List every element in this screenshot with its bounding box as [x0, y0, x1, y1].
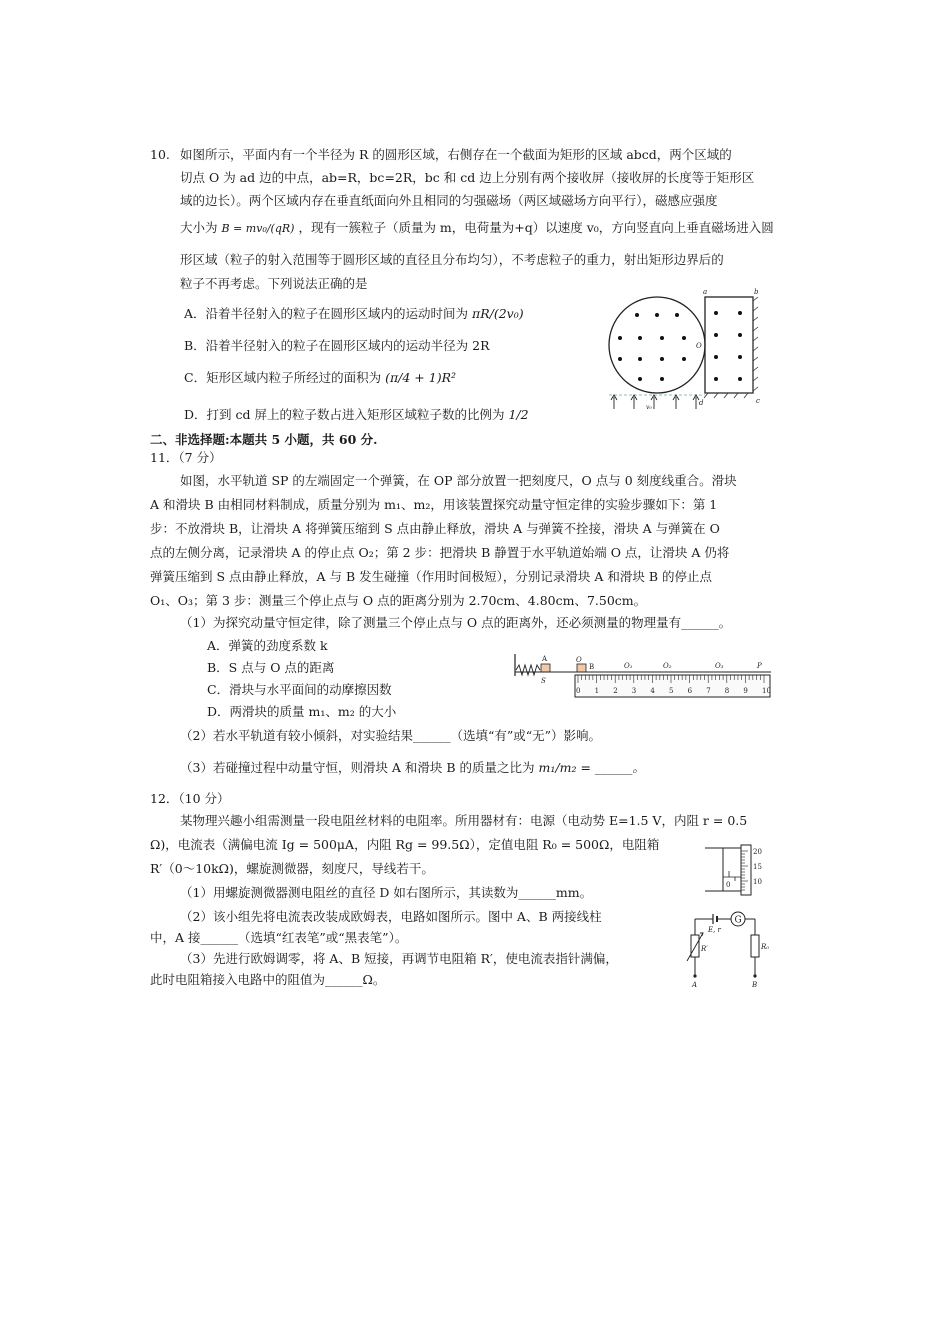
q11-figure: [513, 652, 773, 702]
q12-sub-3b: 此时电阻箱接入电路中的阻值为______Ω。: [150, 972, 386, 987]
q11-sub-3: [180, 760, 645, 776]
q11-sub-3-formula: m₁/m₂ = ______。: [538, 760, 645, 775]
q10-option-a-formula: πR/(2v₀): [472, 306, 524, 321]
resistance-box: [691, 935, 699, 957]
q10-field-formula: B = mv₀/(qR): [221, 222, 295, 235]
label-O3: O₃: [715, 662, 724, 670]
q11-line-3: 步：不放滑块 B，让滑块 A 将弹簧压缩到 S 点由静止释放，滑块 A 与弹簧不拴接，滑块 A 与弹簧在 O: [150, 521, 720, 536]
q12-header: 12．（10 分）: [150, 791, 230, 806]
label-P: P: [757, 662, 762, 670]
q10-line-2: 切点 O 为 ad 边的中点，ab=R，bc=2R，bc 和 cd 边上分别有两个接收屏（接收屏的长度等于矩形区: [180, 170, 755, 185]
label-B: B: [589, 663, 595, 671]
q12-sub-3a: （3）先进行欧姆调零，将 A、B 短接，再调节电阻箱 R′，使电流表指针满偏，: [180, 951, 618, 966]
ruler-number: 6: [687, 687, 693, 695]
particle-arrows: [611, 395, 699, 409]
label-A: A: [542, 655, 548, 663]
field-dots-circle: [618, 313, 686, 381]
micrometer-tick-10: 10: [753, 878, 762, 886]
label-Er: E, r: [708, 926, 721, 934]
label-O1: O₁: [624, 662, 633, 670]
q10-option-d-text: D．打到 cd 屏上的粒子数占进入矩形区域粒子数的比例为: [184, 407, 505, 422]
q11-option-c: C．滑块与水平面间的动摩擦因数: [207, 682, 392, 697]
spring: [516, 665, 540, 675]
q11-sub-2: （2）若水平轨道有较小倾斜，对实验结果______（选填“有”或“无”）影响。: [180, 728, 602, 743]
q10-line-1: 如图所示，平面内有一个半径为 R 的圆形区域，右侧存在一个截面为矩形的区域 abcd，两个区域的: [180, 147, 732, 162]
circuit-figure: [683, 905, 778, 990]
q11-line-2: A 和滑块 B 由相同材料制成，质量分别为 m₁、m₂，用该装置探究动量守恒定律的实验步骤如下：第 1: [150, 497, 718, 512]
q11-option-a: A．弹簧的劲度系数 k: [207, 638, 328, 653]
label-Rprime: R′: [701, 945, 708, 953]
terminal-B: B: [752, 981, 758, 989]
ruler-number: 7: [706, 687, 711, 695]
q11-option-b: B．S 点与 O 点的距离: [207, 660, 335, 675]
q10-option-c-formula: (π/4 + 1)R²: [385, 370, 456, 385]
q11-option-d: D．两滑块的质量 m₁、m₂ 的大小: [207, 704, 397, 719]
fixed-resistor: [751, 935, 759, 957]
q12-sub-1: （1）用螺旋测微器测电阻丝的直径 D 如右图所示，其读数为______mm。: [180, 885, 593, 900]
q10-line-6: 粒子不再考虑。下列说法正确的是: [180, 276, 368, 291]
q11-line-1: 如图，水平轨道 SP 的左端固定一个弹簧，在 OP 部分放置一把刻度尺，O 点与 0 刻度线重合。滑块: [180, 473, 737, 488]
q11-line-4: 点的左侧分离，记录滑块 A 的停止点 O₂；第 2 步：把滑块 B 静置于水平轨道始端 O 点，让滑块 A 仍将: [150, 545, 730, 560]
q10-option-c-text: C．矩形区域内粒子所经过的面积为: [184, 370, 382, 385]
ruler-number: 0: [576, 687, 581, 695]
ruler-number: 9: [743, 687, 748, 695]
label-a: a: [703, 288, 708, 296]
q11-line-6: O₁、O₃；第 3 步：测量三个停止点与 O 点的距离分别为 2.70cm、4.80cm、7.50cm。: [150, 593, 647, 608]
q10-line-5: 形区域（粒子的射入范围等于圆形区域的直径且分布均匀），不考虑粒子的重力，射出矩形边界后的: [180, 252, 724, 267]
q11-sub-1: （1）为探究动量守恒定律，除了测量三个停止点与 O 点的距离外，还必须测量的物理量有______。: [180, 615, 732, 630]
label-O: O: [696, 342, 702, 350]
q10-option-c: [184, 370, 456, 386]
label-G: G: [734, 915, 742, 926]
label-d: d: [699, 399, 704, 407]
q10-option-b: B．沿着半径射入的粒子在圆形区域内的运动半径为 2R: [184, 338, 490, 353]
ruler-number: 10: [762, 687, 771, 695]
block-B: [577, 664, 586, 672]
q10-line-3: 域的边长）。两个区域内存在垂直纸面向外且相同的匀强磁场（两区域磁场方向平行），磁感应强度: [180, 193, 718, 208]
label-O: O: [576, 656, 582, 664]
q12-line-1: 某物理兴趣小组需测量一段电阻丝材料的电阻率。所用器材有：电源（电动势 E=1.5 V，内阻 r = 0.5: [180, 813, 748, 828]
q12-line-2: Ω)，电流表（满偏电流 Ig = 500μA，内阻 Rg = 99.5Ω），定值电阻 R₀ = 500Ω，电阻箱: [150, 837, 660, 852]
ruler-number: 3: [631, 687, 637, 695]
terminal-A: A: [692, 981, 698, 989]
block-A: [541, 664, 550, 672]
q11-sub-3-text: （3）若碰撞过程中动量守恒，则滑块 A 和滑块 B 的质量之比为: [180, 760, 535, 775]
q10-option-d: [184, 407, 529, 423]
q10-figure: [600, 285, 770, 415]
field-dots-rect: [714, 311, 742, 381]
micrometer-tick-15: 15: [753, 863, 762, 871]
micrometer-zero: 0: [726, 881, 731, 889]
circular-field-region: [609, 297, 705, 393]
label-O2: O₂: [663, 662, 672, 670]
label-S: S: [541, 677, 546, 685]
ruler-number: 8: [724, 687, 730, 695]
q12-sub-2b: 中，A 接______（选填“红表笔”或“黑表笔”）。: [150, 930, 408, 945]
micrometer-figure: [703, 843, 773, 898]
label-c: c: [756, 397, 760, 405]
q11-header: 11．（7 分）: [150, 450, 222, 465]
q11-line-5: 弹簧压缩到 S 点由静止释放，A 与 B 发生碰撞（作用时间极短），分别记录滑块 A 和滑块 B 的停止点: [150, 569, 713, 584]
ruler-number: 2: [613, 687, 618, 695]
q10-line-4-prefix: 大小为: [180, 220, 218, 235]
screen-cd: [704, 393, 753, 398]
screen-bc: [753, 297, 758, 393]
q12-line-3: R′（0～10kΩ)，螺旋测微器，刻度尺，导线若干。: [150, 861, 434, 876]
q10-option-a: [184, 306, 524, 322]
label-R0: R₀: [761, 943, 770, 951]
q10-option-a-text: A．沿着半径射入的粒子在圆形区域内的运动时间为: [184, 306, 469, 321]
q10-line-4: [180, 220, 774, 237]
micrometer-tick-20: 20: [753, 848, 762, 856]
q10-option-d-formula: 1/2: [508, 407, 529, 422]
q10-number: 10.: [150, 147, 170, 162]
q10-line-4-suffix: ，现有一簇粒子（质量为 m，电荷量为+q）以速度 v₀，方向竖直向上垂直磁场进入圆: [298, 220, 774, 235]
ruler-number: 5: [669, 687, 674, 695]
section-2-title: 二、非选择题:本题共 5 小题，共 60 分.: [150, 432, 378, 447]
ruler-number: 1: [594, 687, 600, 695]
label-v0: v₀: [646, 404, 652, 411]
rect-field-region: [705, 297, 753, 393]
ruler-number: 4: [650, 687, 655, 695]
label-b: b: [754, 288, 759, 296]
q12-sub-2a: （2）该小组先将电流表改装成欧姆表，电路如图所示。图中 A、B 两接线柱: [180, 909, 602, 924]
